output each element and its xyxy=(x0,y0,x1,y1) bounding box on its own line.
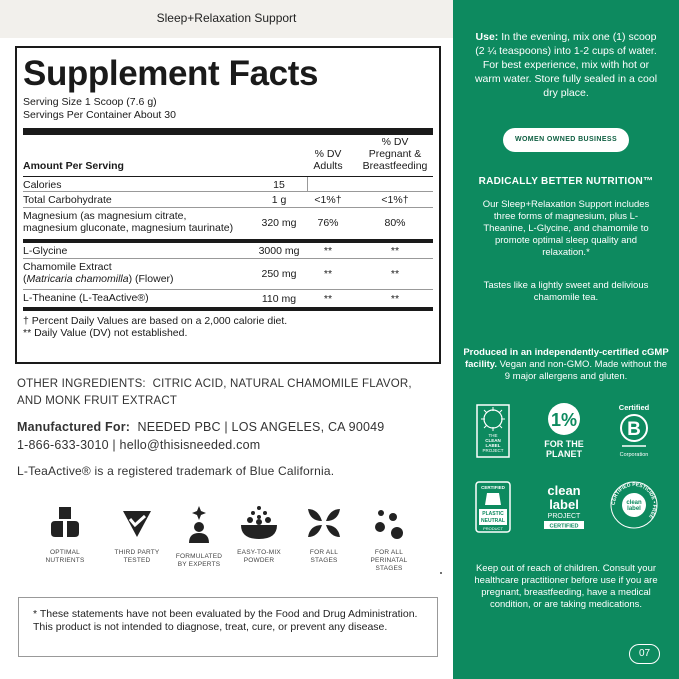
svg-text:CERTIFIED: CERTIFIED xyxy=(481,485,505,490)
svg-text:CERTIFIED PESTICIDE • FREE: CERTIFIED PESTICIDE • FREE xyxy=(610,481,658,520)
svg-text:PLASTIC: PLASTIC xyxy=(482,511,504,517)
supplement-facts-panel xyxy=(15,46,441,364)
clean-label-logo xyxy=(476,404,510,458)
stray-dot xyxy=(440,572,442,574)
manufacturer-info: Manufactured For: NEEDED PBC | LOS ANGELES, CA 90049 1-866-633-3010 | hello@thisisneeded.com xyxy=(17,420,385,452)
fda-disclaimer: * These statements have not been evaluated by the Food and Drug Administration. This product is not intended to diagnose, treat, cure, or prevent any disease. xyxy=(18,597,438,657)
safety-warning: Keep out of reach of children. Consult your healthcare practitioner before use if you are pregnant, breastfeeding, have a medical condition, or are taking medications. xyxy=(474,563,658,610)
perinatal-stages-icon xyxy=(371,505,407,541)
facts-header xyxy=(23,135,433,177)
dv-adults-header: % DV Adults xyxy=(313,148,343,172)
plastic-neutral-logo xyxy=(475,481,511,533)
serving-size: Serving Size 1 Scoop (7.6 g) xyxy=(23,96,157,108)
facts-row-magnesium: Magnesium (as magnesium citrate, magnesium gluconate, magnesium taurinate) 320 mg 76% 80% xyxy=(23,210,406,234)
svg-text:label: label xyxy=(549,497,579,512)
pesticide-free-logo xyxy=(610,481,658,529)
svg-text:PRODUCT: PRODUCT xyxy=(483,526,503,531)
facts-title: Supplement Facts xyxy=(23,54,319,93)
facts-row-calories: Calories 15 xyxy=(23,177,433,192)
svg-text:PLANET: PLANET xyxy=(546,449,582,459)
optimal-nutrients-icon xyxy=(49,505,81,541)
clean-label-icon xyxy=(476,404,510,458)
taste-note: Tastes like a lightly sweet and delivious chamomile tea. xyxy=(483,280,649,303)
trademark-note: L-TeaActive® is a registered trademark of Blue California. xyxy=(17,464,335,478)
svg-text:NEUTRAL: NEUTRAL xyxy=(481,518,505,524)
benefit-icons xyxy=(35,505,435,585)
facts-row-carbohydrate: Total Carbohydrate 1 g <1%† <1%† xyxy=(23,192,433,208)
svg-text:CLEAN: CLEAN xyxy=(485,438,501,443)
divider-thick xyxy=(23,128,433,135)
facts-row-chamomile: Chamomile Extract (Matricaria chamomilla) (Flower) 250 mg ** ** xyxy=(23,259,433,290)
other-ingredients: OTHER INGREDIENTS: CITRIC ACID, NATURAL CHAMOMILE FLAVOR, AND MONK FRUIT EXTRACT xyxy=(17,378,412,407)
benefit-formulated-experts: FORMULATED BY EXPERTS xyxy=(166,505,232,569)
svg-text:FOR THE: FOR THE xyxy=(544,439,584,449)
one-percent-planet-logo xyxy=(539,402,589,460)
benefit-easy-to-mix: EASY-TO-MIX POWDER xyxy=(226,505,292,565)
svg-text:LABEL: LABEL xyxy=(485,443,501,448)
plastic-neutral-icon xyxy=(475,481,511,533)
clean-label-project-icon xyxy=(538,482,590,530)
divider-bottom xyxy=(23,307,433,311)
page-number: 07 xyxy=(629,644,660,664)
clean-label-project-certified-logo xyxy=(538,482,590,530)
benefit-all-stages: FOR ALL STAGES xyxy=(291,505,357,565)
facts-row-glycine: L-Glycine 3000 mg ** ** xyxy=(23,243,433,259)
facts-row-theanine: L-Theanine (L-TeaActive®) 110 mg ** ** xyxy=(23,292,400,305)
cgmp-note: Produced in an independently-certified cGMP facility. Vegan and non-GMO. Made without the 9 major allergens and gluten. xyxy=(463,347,669,382)
svg-text:clean: clean xyxy=(547,483,581,498)
women-owned-badge: WOMEN OWNED BUSINESS xyxy=(503,128,629,152)
svg-text:label: label xyxy=(627,506,641,512)
svg-text:B: B xyxy=(627,419,641,440)
radically-better-heading: RADICALLY BETTER NUTRITION™ xyxy=(478,176,654,187)
svg-text:PROJECT: PROJECT xyxy=(482,448,504,453)
svg-text:Corporation: Corporation xyxy=(619,452,649,458)
amount-per-serving-header: Amount Per Serving xyxy=(23,160,124,172)
benefit-optimal-nutrients: OPTIMAL NUTRIENTS xyxy=(32,505,98,565)
all-stages-icon xyxy=(304,505,344,541)
svg-text:1%: 1% xyxy=(550,410,578,430)
servings-per-container: Servings Per Container About 30 xyxy=(23,109,176,121)
bcorp-logo xyxy=(616,402,652,460)
product-description: Our Sleep+Relaxation Support includes three forms of magnesium, plus L-Theanine, L-Glycine, and chamomile to promote optimal sleep quality and relaxation.* xyxy=(482,199,650,258)
benefit-third-party-tested: THIRD PARTY TESTED xyxy=(104,505,170,565)
pesticide-free-icon xyxy=(610,481,658,529)
footnote-dv: † Percent Daily Values are based on a 2,000 calorie diet. xyxy=(23,315,288,327)
benefit-perinatal-stages: FOR ALL PERINATAL STAGES xyxy=(356,505,422,573)
easy-to-mix-icon xyxy=(239,505,279,541)
usage-instructions: Use: In the evening, mix one (1) scoop (2 ¼ teaspoons) into 1-2 cups of water. For best experience, mix with hot or warm water. Store fully sealed in a cool dry place. xyxy=(474,31,658,99)
footnote-not-established: ** Daily Value (DV) not established. xyxy=(23,327,188,339)
b-corp-icon xyxy=(616,402,652,460)
svg-text:PROJECT: PROJECT xyxy=(547,513,581,520)
right-panel xyxy=(453,0,679,679)
dv-pregnant-header: % DV Pregnant & Breastfeeding xyxy=(362,136,428,172)
svg-text:THE: THE xyxy=(488,433,498,438)
svg-text:clean: clean xyxy=(626,500,642,506)
third-party-tested-icon xyxy=(119,505,155,541)
one-percent-for-the-planet-icon xyxy=(539,402,589,460)
svg-text:Certified: Certified xyxy=(618,403,650,412)
svg-text:CERTIFIED: CERTIFIED xyxy=(549,523,579,530)
product-name: Sleep+Relaxation Support xyxy=(156,11,297,25)
formulated-by-experts-icon xyxy=(183,505,215,545)
